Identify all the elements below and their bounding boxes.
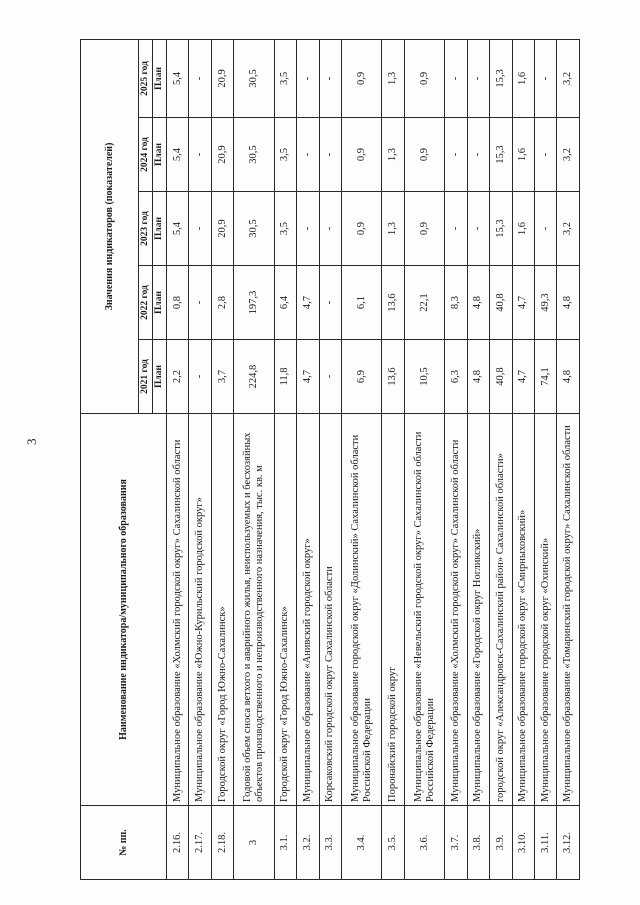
row-value: 1,3	[382, 118, 404, 192]
row-value: 4,8	[557, 340, 580, 414]
table-row	[467, 39, 489, 879]
row-number: 3	[234, 806, 274, 880]
table-row	[234, 39, 274, 879]
row-value: 8,3	[445, 266, 467, 340]
row-name: городской округ «Александровск-Сахалинский район» Сахалинской области»	[490, 414, 512, 806]
indicator-table	[80, 39, 580, 880]
table-row	[445, 39, 467, 879]
table-body	[167, 39, 580, 879]
row-value: -	[535, 118, 557, 192]
row-value: 15,3	[490, 192, 512, 266]
row-value: -	[189, 192, 211, 266]
row-value: 20,9	[211, 118, 233, 192]
row-value: -	[319, 266, 341, 340]
row-value: 20,9	[211, 39, 233, 117]
row-value: 1,6	[512, 118, 534, 192]
table-row	[274, 39, 296, 879]
row-value: -	[319, 118, 341, 192]
row-value: 11,8	[274, 340, 296, 414]
row-name: Муниципальное образование «Холмский городской округ» Сахалинской области	[445, 414, 467, 806]
row-value: -	[319, 192, 341, 266]
row-value: 1,6	[512, 39, 534, 117]
header-year: 2021 год	[139, 340, 153, 414]
row-name: Муниципальное образование «Южно-Курильский городской округ»	[189, 414, 211, 806]
row-value: 13,6	[382, 266, 404, 340]
row-name: Муниципальное образование «Томаринский городской округ» Сахалинской области	[557, 414, 580, 806]
header-year: 2024 год	[139, 118, 153, 192]
row-value: 2,8	[211, 266, 233, 340]
row-value: 3,5	[274, 118, 296, 192]
row-value: 0,9	[342, 118, 382, 192]
row-name: Муниципальное образование городской округ «Долинский» Сахалинской области Российской Федерации	[342, 414, 382, 806]
row-value: 224,8	[234, 340, 274, 414]
row-number: 3.9.	[490, 806, 512, 880]
row-value: 3,7	[211, 340, 233, 414]
row-value: 0,9	[342, 39, 382, 117]
row-name: Поронайский городской округ	[382, 414, 404, 806]
row-number: 3.10.	[512, 806, 534, 880]
row-value: 4,8	[467, 340, 489, 414]
row-value: -	[467, 39, 489, 117]
row-number: 3.3.	[319, 806, 341, 880]
row-value: 1,3	[382, 192, 404, 266]
row-value: 0,9	[404, 192, 444, 266]
row-value: -	[189, 266, 211, 340]
row-value: 4,8	[467, 266, 489, 340]
row-value: 6,9	[342, 340, 382, 414]
table-row	[557, 39, 580, 879]
row-value: 0,9	[404, 39, 444, 117]
row-value: -	[445, 39, 467, 117]
row-value: 3,5	[274, 192, 296, 266]
row-value: 1,3	[382, 39, 404, 117]
row-value: -	[297, 192, 319, 266]
row-value: 40,8	[490, 266, 512, 340]
row-value: 74,1	[535, 340, 557, 414]
row-value: 6,4	[274, 266, 296, 340]
table-row	[297, 39, 319, 879]
row-value: 5,4	[167, 118, 189, 192]
row-value: 49,3	[535, 266, 557, 340]
row-name: Муниципальное образование «Анивский городской округ»	[297, 414, 319, 806]
row-name: Городской округ «Город Южно-Сахалинск»	[211, 414, 233, 806]
row-value: -	[297, 118, 319, 192]
row-value: -	[189, 39, 211, 117]
row-name: Муниципальное образование «Городской округ Ногликский»	[467, 414, 489, 806]
row-name: Муниципальное образование «Холмский городской округ» Сахалинской области	[167, 414, 189, 806]
row-value: 6,3	[445, 340, 467, 414]
table-row	[342, 39, 382, 879]
row-value: 13,6	[382, 340, 404, 414]
row-value: 0,9	[404, 118, 444, 192]
row-number: 2.17.	[189, 806, 211, 880]
table-row	[404, 39, 444, 879]
header-name: Наименование индикатора/муниципального образования	[81, 414, 167, 806]
row-value: 3,2	[557, 192, 580, 266]
row-value: 15,3	[490, 39, 512, 117]
row-name: Муниципальное образование городской округ «Смирныховский»	[512, 414, 534, 806]
row-value: 6,1	[342, 266, 382, 340]
indicator-table-container	[80, 40, 580, 880]
row-value: -	[535, 39, 557, 117]
row-value: 4,7	[512, 266, 534, 340]
row-number: 3.12.	[557, 806, 580, 880]
row-value: 15,3	[490, 118, 512, 192]
row-value: 3,2	[557, 39, 580, 117]
header-plan: План	[153, 192, 167, 266]
row-value: -	[535, 192, 557, 266]
header-year: 2022 год	[139, 266, 153, 340]
row-value: 4,7	[297, 340, 319, 414]
table-row	[319, 39, 341, 879]
table-row	[167, 39, 189, 879]
row-value: 1,6	[512, 192, 534, 266]
row-value: -	[189, 340, 211, 414]
row-value: -	[319, 39, 341, 117]
row-value: 22,1	[404, 266, 444, 340]
row-name: Годовой объем сноса ветхого и аварийного жилья, неиспользуемых и бесхозяйных объектов производственного и непроизводственного назначения, тыс. кв. м	[234, 414, 274, 806]
row-value: -	[467, 192, 489, 266]
row-number: 3.11.	[535, 806, 557, 880]
header-plan: План	[153, 340, 167, 414]
row-value: 0,9	[342, 192, 382, 266]
row-value: 30,5	[234, 192, 274, 266]
header-plan: План	[153, 266, 167, 340]
row-value: -	[297, 39, 319, 117]
row-value: 2,2	[167, 340, 189, 414]
table-row	[490, 39, 512, 879]
header-number: № пп.	[81, 806, 167, 880]
row-number: 3.8.	[467, 806, 489, 880]
row-value: 0,8	[167, 266, 189, 340]
row-value: -	[445, 192, 467, 266]
row-value: 40,8	[490, 340, 512, 414]
table-row	[512, 39, 534, 879]
row-value: -	[189, 118, 211, 192]
row-value: 197,3	[234, 266, 274, 340]
row-value: 4,7	[512, 340, 534, 414]
row-value: -	[445, 118, 467, 192]
row-value: 10,5	[404, 340, 444, 414]
row-number: 3.2.	[297, 806, 319, 880]
row-value: 30,5	[234, 118, 274, 192]
row-value: 3,2	[557, 118, 580, 192]
row-value: 20,9	[211, 192, 233, 266]
row-value: 30,5	[234, 39, 274, 117]
row-number: 3.6.	[404, 806, 444, 880]
row-number: 3.7.	[445, 806, 467, 880]
row-number: 2.18.	[211, 806, 233, 880]
row-value: -	[467, 118, 489, 192]
row-value: 3,5	[274, 39, 296, 117]
row-name: Городской округ «Город Южно-Сахалинск»	[274, 414, 296, 806]
row-value: 4,8	[557, 266, 580, 340]
row-name: Муниципальное образование «Невельский городской округ» Сахалинской области Российской Федерации	[404, 414, 444, 806]
row-number: 3.4.	[342, 806, 382, 880]
header-year: 2023 год	[139, 192, 153, 266]
table-row	[211, 39, 233, 879]
header-plan: План	[153, 118, 167, 192]
header-values: Значения индикаторов (показателей)	[81, 39, 139, 413]
row-name: Муниципальное образование городской округ «Охинский»	[535, 414, 557, 806]
table-row	[382, 39, 404, 879]
row-value: -	[319, 340, 341, 414]
table-row	[535, 39, 557, 879]
row-value: 5,4	[167, 39, 189, 117]
page-number: 3	[24, 438, 39, 445]
row-number: 3.1.	[274, 806, 296, 880]
row-number: 3.5.	[382, 806, 404, 880]
row-number: 2.16.	[167, 806, 189, 880]
row-value: 4,7	[297, 266, 319, 340]
row-value: 5,4	[167, 192, 189, 266]
row-name: Корсаковский городской округ Сахалинской области	[319, 414, 341, 806]
table-row	[189, 39, 211, 879]
header-plan: План	[153, 39, 167, 117]
header-year: 2025 год	[139, 39, 153, 117]
